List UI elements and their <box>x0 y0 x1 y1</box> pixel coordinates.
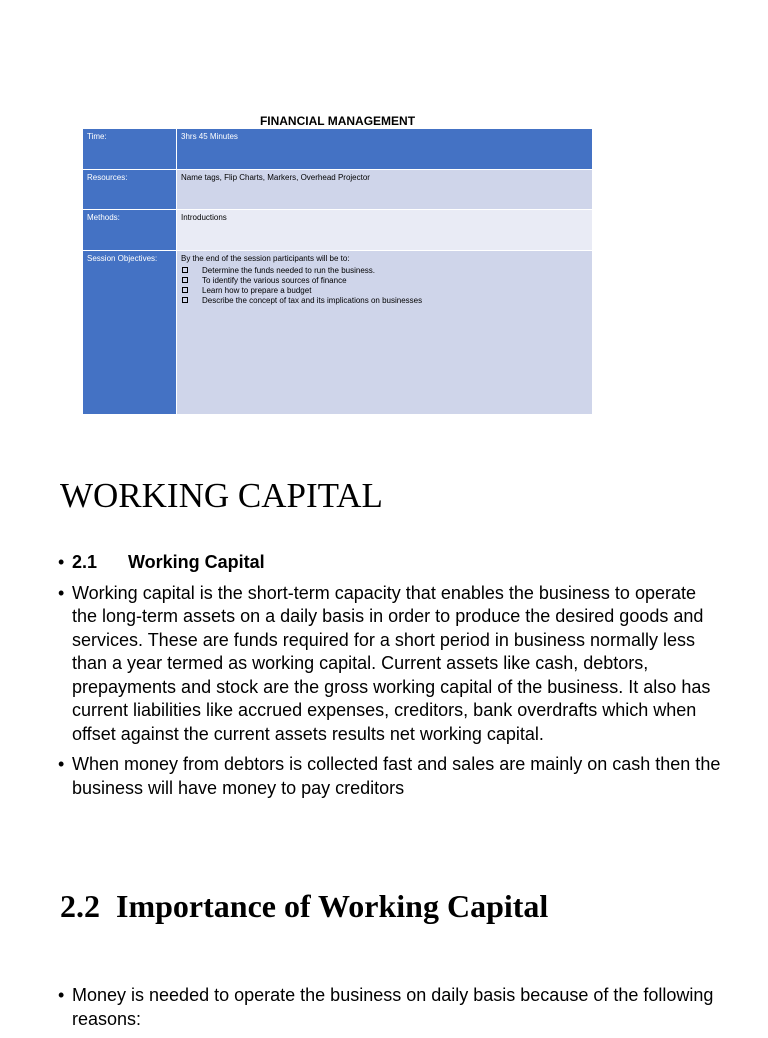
table-row <box>83 129 593 170</box>
methods-value: Introductions <box>177 210 593 251</box>
importance-bullets <box>56 984 721 1038</box>
section-heading-working-capital: WORKING CAPITAL <box>60 476 383 515</box>
list-item <box>56 551 721 575</box>
time-label: Time: <box>83 129 177 170</box>
resources-label: Resources: <box>83 170 177 210</box>
table-title: FINANCIAL MANAGEMENT <box>259 114 416 128</box>
list-item: • Working capital is the short-term capacity that enables the business to operate the long-term assets on a daily basis in order to produce the desired goods and services. These are funds required for a short period in business normally less than a year termed as working capital. Current assets like cash, debtors, prepayments and stock are the gross working capital of the business. It also has current liabilities like accrued expenses, creditors, bank overdrafts which when offset against the current assets results net working capital. <box>56 582 721 747</box>
list-item: • Money is needed to operate the business on daily basis because of the following reasons: <box>56 984 721 1031</box>
objective-text: Describe the concept of tax and its implications on businesses <box>202 296 423 305</box>
list-item <box>181 296 588 306</box>
objective-text: Learn how to prepare a budget <box>202 286 312 295</box>
objectives-label: Session Objectives: <box>83 251 177 415</box>
table-row <box>83 170 593 210</box>
objectives-list <box>181 266 588 306</box>
subsection-title: Working Capital <box>128 552 265 572</box>
objectives-value <box>177 251 593 415</box>
checkbox-icon <box>182 297 188 303</box>
objective-text: To identify the various sources of finance <box>202 276 347 285</box>
objective-text: Determine the funds needed to run the business. <box>202 266 375 275</box>
list-item <box>181 286 588 296</box>
checkbox-icon <box>182 267 188 273</box>
resources-value: Name tags, Flip Charts, Markers, Overhead Projector <box>177 170 593 210</box>
subsection-number: 2.1 <box>72 552 98 572</box>
section-heading-importance: 2.2 Importance of Working Capital <box>60 888 549 924</box>
table-row <box>83 251 593 415</box>
checkbox-icon <box>182 277 188 283</box>
checkbox-icon <box>182 287 188 293</box>
list-item <box>181 266 588 276</box>
time-value: 3hrs 45 Minutes <box>177 129 593 170</box>
list-item <box>181 276 588 286</box>
session-table <box>82 128 593 415</box>
methods-label: Methods: <box>83 210 177 251</box>
working-capital-bullets <box>56 551 721 807</box>
objectives-intro: By the end of the session participants will be to: <box>181 254 350 263</box>
table-row <box>83 210 593 251</box>
list-item: • When money from debtors is collected fast and sales are mainly on cash then the business will have money to pay creditors <box>56 753 721 800</box>
